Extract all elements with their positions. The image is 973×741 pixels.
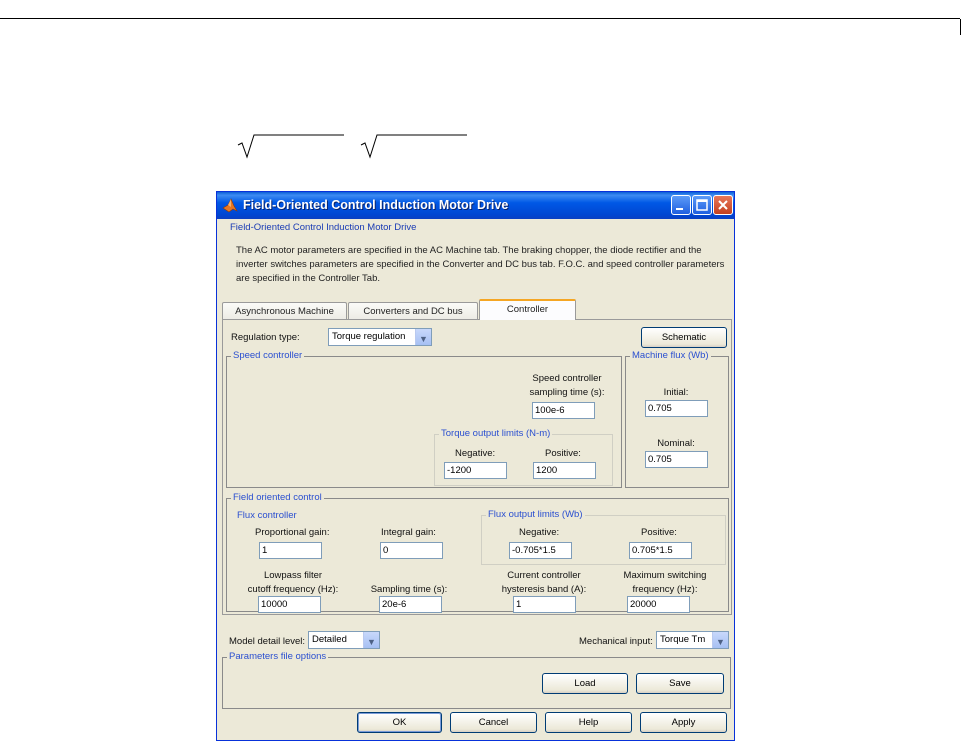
flux-controller-group [234, 510, 481, 564]
minimize-icon [672, 196, 690, 214]
load-button[interactable]: Load [542, 673, 628, 694]
speed-sampling-label-1: Speed controller [532, 373, 602, 384]
model-detail-value: Detailed [312, 634, 347, 645]
flux-controller-title: Flux controller [237, 510, 297, 521]
speed-sampling-input[interactable]: 100e-6 [532, 402, 595, 419]
square-root-symbol [232, 133, 344, 159]
parameters-file-group [222, 651, 731, 709]
page-header-rule [0, 18, 960, 19]
field-oriented-control-group [226, 492, 729, 612]
cancel-button[interactable]: Cancel [450, 712, 537, 733]
maximize-button[interactable] [692, 195, 712, 215]
regulation-type-select[interactable] [328, 328, 432, 346]
controller-tab-panel [222, 319, 732, 615]
max-switching-label-2: frequency (Hz): [632, 584, 698, 595]
chevron-down-icon[interactable]: ▼ [712, 632, 728, 648]
chevron-down-icon[interactable]: ▼ [415, 329, 431, 345]
integral-gain-label: Integral gain: [381, 527, 436, 538]
foc-title: Field oriented control [233, 492, 322, 503]
foc-sampling-label: Sampling time (s): [370, 584, 448, 595]
lowpass-label-1: Lowpass filter [263, 570, 323, 581]
minimize-button[interactable] [671, 195, 691, 215]
window-title: Field-Oriented Control Induction Motor Drive [243, 198, 509, 212]
torque-limits-title: Torque output limits (N-m) [441, 428, 551, 439]
integral-gain-input[interactable]: 0 [380, 542, 443, 559]
close-icon [714, 196, 732, 214]
machine-flux-title: Machine flux (Wb) [632, 350, 709, 361]
proportional-gain-input[interactable]: 1 [259, 542, 322, 559]
square-root-symbol [355, 133, 467, 159]
flux-negative-label: Negative: [519, 527, 560, 538]
title-bar[interactable] [217, 192, 734, 219]
hysteresis-label-2: hysteresis band (A): [501, 584, 587, 595]
parameters-file-title: Parameters file options [229, 651, 327, 662]
flux-positive-input[interactable]: 0.705*1.5 [629, 542, 692, 559]
chevron-down-icon[interactable]: ▼ [363, 632, 379, 648]
lowpass-label-2: cutoff frequency (Hz): [247, 584, 339, 595]
torque-negative-label: Negative: [455, 448, 496, 459]
dialog-header-title: Field-Oriented Control Induction Motor Drive [230, 222, 417, 233]
proportional-gain-label: Proportional gain: [255, 527, 330, 538]
flux-positive-label: Positive: [641, 527, 677, 538]
page-header-tick [960, 19, 961, 35]
regulation-type-value: Torque regulation [332, 331, 406, 342]
flux-initial-input[interactable]: 0.705 [645, 400, 708, 417]
flux-limits-title: Flux output limits (Wb) [488, 509, 583, 520]
schematic-button[interactable]: Schematic [641, 327, 727, 348]
max-switching-label-1: Maximum switching [623, 570, 707, 581]
tab-asynchronous-machine[interactable]: Asynchronous Machine [222, 302, 347, 320]
close-button[interactable] [713, 195, 733, 215]
torque-positive-input[interactable]: 1200 [533, 462, 596, 479]
hysteresis-label-1: Current controller [507, 570, 581, 581]
flux-initial-label: Initial: [663, 387, 689, 398]
matlab-logo-icon [222, 198, 238, 214]
speed-controller-title: Speed controller [233, 350, 303, 361]
apply-button[interactable]: Apply [640, 712, 727, 733]
flux-negative-input[interactable]: -0.705*1.5 [509, 542, 572, 559]
speed-sampling-label-2: sampling time (s): [529, 387, 605, 398]
dialog-description: The AC motor parameters are specified in the AC Machine tab. The braking chopper, the diode rectifier and the inverter switches parameters are specified in the Converter and DC bus tab. F.O.C. and speed controller parameters are specified in the Controller Tab. [236, 245, 725, 284]
mechanical-input-label: Mechanical input: [579, 636, 653, 647]
tab-converters-dc-bus[interactable]: Converters and DC bus [348, 302, 478, 320]
machine-flux-group [625, 350, 729, 488]
torque-negative-input[interactable]: -1200 [444, 462, 507, 479]
regulation-type-label: Regulation type: [231, 332, 300, 343]
hysteresis-input[interactable]: 1 [513, 596, 576, 613]
torque-positive-label: Positive: [545, 448, 581, 459]
flux-nominal-label: Nominal: [657, 438, 695, 449]
flux-nominal-input[interactable]: 0.705 [645, 451, 708, 468]
model-detail-select[interactable] [308, 631, 380, 649]
flux-limits-group [481, 509, 726, 565]
speed-controller-group [226, 350, 622, 488]
ok-button[interactable]: OK [357, 712, 442, 733]
help-button[interactable]: Help [545, 712, 632, 733]
torque-limits-group [434, 428, 613, 486]
mechanical-input-value: Torque Tm [660, 634, 706, 645]
foc-sampling-input[interactable]: 20e-6 [379, 596, 442, 613]
mechanical-input-select[interactable] [656, 631, 729, 649]
max-switching-input[interactable]: 20000 [627, 596, 690, 613]
maximize-icon [693, 196, 711, 214]
save-button[interactable]: Save [636, 673, 724, 694]
lowpass-input[interactable]: 10000 [258, 596, 321, 613]
model-detail-label: Model detail level: [229, 636, 306, 647]
foc-dialog-window [216, 191, 735, 741]
tab-controller[interactable]: Controller [479, 299, 576, 320]
